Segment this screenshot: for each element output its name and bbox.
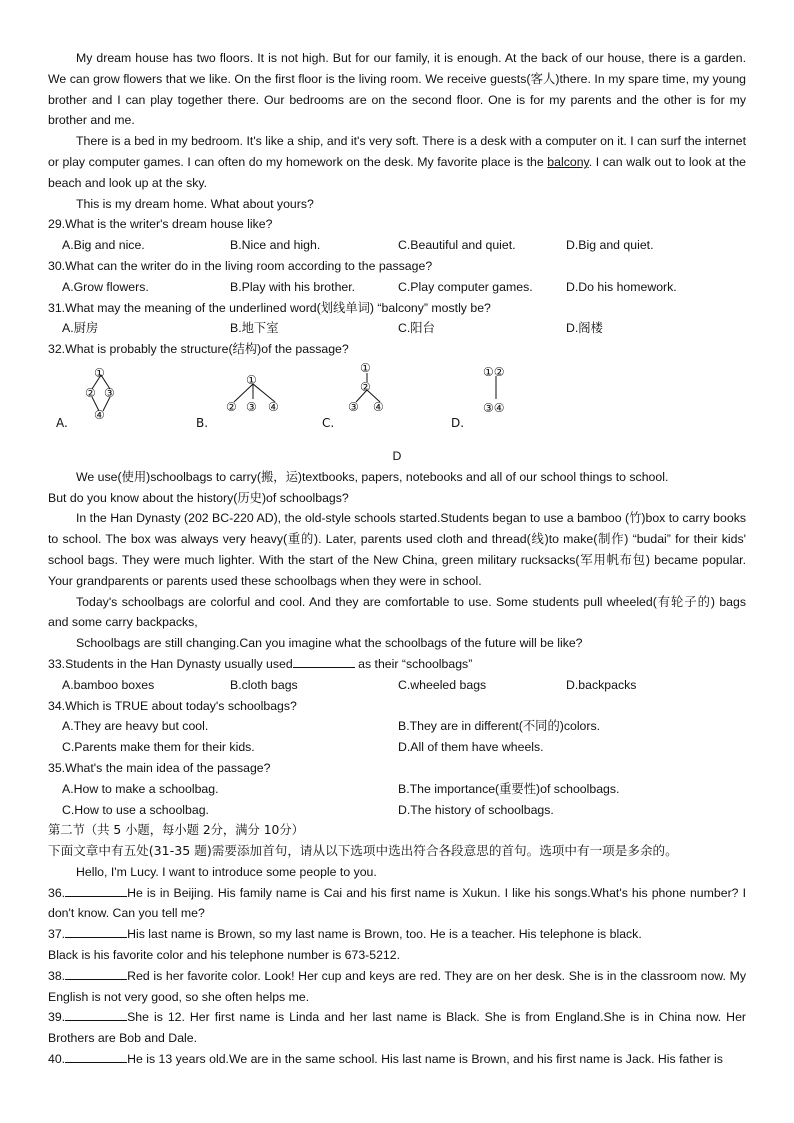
answer-blank[interactable] <box>65 1050 127 1063</box>
option-a[interactable]: A.Big and nice. <box>62 238 145 253</box>
question-35-stem: 35.What's the main idea of the passage? <box>48 760 271 775</box>
diagram-c-label: C. <box>322 415 335 430</box>
section-d-label: D <box>392 448 402 463</box>
option-c[interactable]: C.阳台 <box>398 321 435 336</box>
passage-d-paragraph-1: We use(使用)schoolbags to carry(搬，运)textbooks, papers, notebooks and all of our school things to school. <box>76 469 669 484</box>
node-1: ① <box>94 365 105 380</box>
passage-d-paragraph-1b: But do you know about the history(历史)of schoolbags? <box>48 490 349 505</box>
question-34-options-row-2 <box>62 737 746 758</box>
item-40: 40. He is 13 years old.We are in the same school. His last name is Brown, and his first name is Jack. His father is <box>48 1052 723 1067</box>
passage-d-paragraph-4: Schoolbags are still changing.Can you imagine what the schoolbags of the future will be like? <box>76 636 583 651</box>
node-2: ② <box>226 399 237 414</box>
section-2-heading: 第二节（共 5 小题，每小题 2分，满分 10分） <box>48 823 304 838</box>
question-32-stem: 32.What is probably the structure(结构)of the passage? <box>48 342 349 357</box>
question-29-options <box>62 235 746 256</box>
node-2: ② <box>85 385 96 400</box>
option-c[interactable]: C.Beautiful and quiet. <box>398 238 516 253</box>
option-c[interactable]: C.Parents make them for their kids. <box>62 740 255 755</box>
node-3: ③ <box>348 399 359 414</box>
option-c[interactable]: C.How to use a schoolbag. <box>62 802 209 817</box>
option-d[interactable]: D.阁楼 <box>566 321 603 336</box>
passage-c-paragraph-2: There is a bed in my bedroom. It's like a ship, and it's very soft. There is a desk with a computer on it. I can surf the internet or play computer games. I can often do my homework on the desk. My favorite place is the balcony. I can walk out to look at the beach and look up at the sky. <box>48 134 746 190</box>
node-1: ① <box>360 360 371 375</box>
question-33-options <box>62 675 746 696</box>
diagram-d-label: D. <box>451 415 465 430</box>
option-d[interactable]: D.backpacks <box>566 677 637 692</box>
option-c[interactable]: C.wheeled bags <box>398 677 487 692</box>
underlined-word: balcony <box>547 154 589 169</box>
option-b[interactable]: B.The importance(重要性)of schoolbags. <box>398 781 620 796</box>
node-1: ① <box>246 372 257 387</box>
question-29-stem: 29.What is the writer's dream house like? <box>48 217 273 232</box>
node-3: ③ <box>104 385 115 400</box>
question-33-stem: 33.Students in the Han Dynasty usually used as their “schoolbags” <box>48 656 473 671</box>
answer-blank[interactable] <box>65 884 127 897</box>
item-39: 39. She is 12. Her first name is Linda and her last name is Black. She is from England.She is in China now. Her Brothers are Bob and Dale. <box>48 1010 746 1046</box>
option-d[interactable]: D.The history of schoolbags. <box>398 802 554 817</box>
passage-d-paragraph-3: Today's schoolbags are colorful and cool. And they are comfortable to use. Some students pull wheeled(有轮子的) bags and some carry backpacks, <box>48 594 746 630</box>
answer-blank[interactable] <box>65 925 127 938</box>
option-a[interactable]: A.厨房 <box>62 321 99 336</box>
option-b[interactable]: B.Nice and high. <box>230 238 321 253</box>
option-b[interactable]: B.They are in different(不同的)colors. <box>398 719 601 734</box>
node-3: ③ <box>246 399 257 414</box>
section-2-instruction: 下面文章中有五处(31-35 题)需要添加首句，请从以下选项中选出符合各段意思的首句。选项中有一项是多余的。 <box>48 843 678 859</box>
question-34-options-row-1 <box>62 716 746 737</box>
question-30-options <box>62 277 746 298</box>
option-c[interactable]: C.Play computer games. <box>398 279 533 294</box>
option-a[interactable]: A.How to make a schoolbag. <box>62 781 219 796</box>
answer-blank[interactable] <box>65 1008 127 1021</box>
item-36: 36. He is in Beijing. His family name is Cai and his first name is Xukun. I like his songs.What's his phone number? I don't know. Can you tell me? <box>48 885 746 921</box>
passage-c-paragraph-3: This is my dream home. What about yours? <box>76 196 314 211</box>
option-a[interactable]: A.bamboo boxes <box>62 677 155 692</box>
item-37-continued: Black is his favorite color and his telephone number is 673-5212. <box>48 948 401 963</box>
exam-page <box>48 48 746 1070</box>
answer-blank[interactable] <box>65 967 127 980</box>
answer-blank[interactable] <box>293 655 355 668</box>
option-a[interactable]: A.Grow flowers. <box>62 279 149 294</box>
option-d[interactable]: D.All of them have wheels. <box>398 740 544 755</box>
diagram-b-label: B. <box>196 415 209 430</box>
question-34-stem: 34.Which is TRUE about today's schoolbags? <box>48 698 297 713</box>
node-34: ③④ <box>483 400 505 415</box>
question-31-options <box>62 318 746 339</box>
node-4: ④ <box>268 399 279 414</box>
passage-c-paragraph-1: My dream house has two floors. It is not high. But for our family, it is enough. At the back of our house, there is a garden. We can grow flowers that we like. On the first floor is the living room. We receive guests(客人)there. In my spare time, my young brother and I can play together there. Our bedrooms are on the second floor. One is for my parents and the other is for my brother and me. <box>48 51 746 128</box>
node-2: ② <box>360 379 371 394</box>
option-d[interactable]: D.Do his homework. <box>566 279 677 294</box>
question-35-options-row-2 <box>62 800 746 821</box>
item-37: 37. His last name is Brown, so my last name is Brown, too. He is a teacher. His telephone is black. <box>48 927 642 942</box>
section-2-intro: Hello, I'm Lucy. I want to introduce some people to you. <box>76 864 377 879</box>
option-a[interactable]: A.They are heavy but cool. <box>62 719 209 734</box>
question-31-stem: 31.What may the meaning of the underlined word(划线单词) “balcony” mostly be? <box>48 300 491 315</box>
node-4: ④ <box>373 399 384 414</box>
option-b[interactable]: B.地下室 <box>230 321 279 336</box>
passage-d-paragraph-2: In the Han Dynasty (202 BC-220 AD), the old-style schools started.Students began to use a bamboo (竹)box to carry books to school. The box was always very heavy(重的). Later, parents used cloth and thread(线)to make(制作) “budai” for their kids' school bags. They were much lighter. With the start of the New China, green military rucksacks(军用帆布包) became popular. Your grandparents or parents used these schoolbags when they were in school. <box>48 511 746 588</box>
option-b[interactable]: B.cloth bags <box>230 677 298 692</box>
option-b[interactable]: B.Play with his brother. <box>230 279 356 294</box>
node-12: ①② <box>483 364 505 379</box>
structure-diagrams <box>48 360 746 446</box>
node-4: ④ <box>94 407 105 422</box>
item-38: 38. Red is her favorite color. Look! Her cup and keys are red. They are on her desk. She is in the classroom now. My English is not very good, so she often helps me. <box>48 968 746 1004</box>
question-30-stem: 30.What can the writer do in the living room according to the passage? <box>48 258 433 273</box>
question-35-options-row-1 <box>62 779 746 800</box>
diagram-a-label: A. <box>56 415 68 430</box>
option-d[interactable]: D.Big and quiet. <box>566 238 654 253</box>
